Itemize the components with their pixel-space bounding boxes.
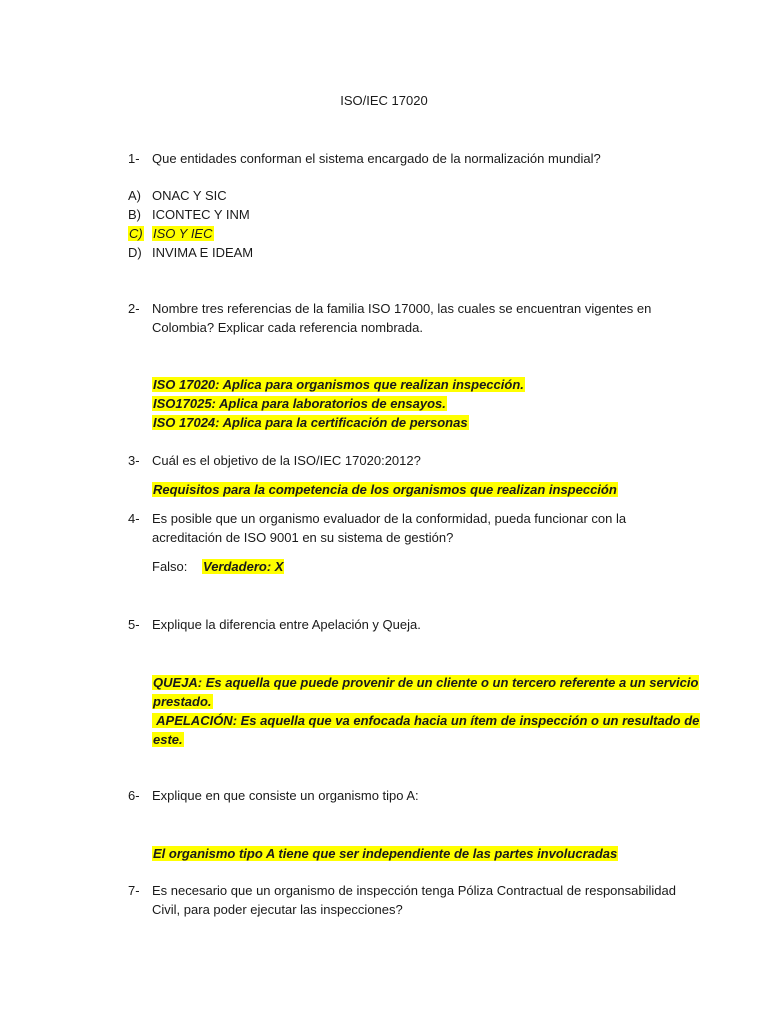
- option-text-c-highlight: ISO Y IEC: [153, 226, 213, 241]
- answer-3-highlight: Requisitos para la competencia de los organismos que realizan inspección: [153, 482, 617, 497]
- answer-5-line1: [152, 674, 699, 692]
- answer-2-line1: [152, 376, 525, 394]
- answer-5-highlight-3: APELACIÓN: Es aquella que va enfocada hacia un ítem de inspección o un resultado de: [153, 713, 700, 728]
- question-number-1: 1-: [128, 151, 140, 166]
- option-letter-b: B): [128, 207, 141, 222]
- answer-3: [152, 481, 618, 499]
- question-text-6: Explique en que consiste un organismo tipo A:: [152, 788, 419, 803]
- question-text-4-line1: Es posible que un organismo evaluador de la conformidad, pueda funcionar con la: [152, 511, 627, 526]
- answer-5-line2: [152, 693, 213, 711]
- question-number-2: 2-: [128, 301, 140, 316]
- question-number-7: 7-: [128, 883, 140, 898]
- option-letter-c-highlight: C): [129, 226, 143, 241]
- question-text-7-line2: Civil, para poder ejecutar las inspecciones?: [152, 902, 403, 917]
- answer-5-line4: [152, 731, 184, 749]
- question-text-5: Explique la diferencia entre Apelación y Queja.: [152, 617, 421, 632]
- option-letter-a: A): [128, 188, 141, 203]
- option-letter-c: [128, 225, 144, 243]
- answer-5-highlight-4: este.: [153, 732, 183, 747]
- question-text-4-line2: acreditación de ISO 9001 en su sistema de gestión?: [152, 530, 454, 545]
- question-text-1: Que entidades conforman el sistema encargado de la normalización mundial?: [152, 151, 601, 166]
- answer-2-line2: [152, 395, 447, 413]
- question-text-2-line1: Nombre tres referencias de la familia ISO 17000, las cuales se encuentran vigentes en: [152, 301, 652, 316]
- page-title: ISO/IEC 17020: [340, 93, 428, 108]
- answer-5-highlight-1: QUEJA: Es aquella que puede provenir de un cliente o un tercero referente a un servicio: [153, 675, 699, 690]
- option-letter-d: D): [128, 245, 142, 260]
- answer-4-true-highlight: Verdadero: X: [203, 559, 284, 574]
- answer-5-highlight-2: prestado.: [153, 694, 212, 709]
- answer-4-false-label: Falso:: [152, 559, 188, 574]
- question-number-3: 3-: [128, 453, 140, 468]
- question-text-3: Cuál es el objetivo de la ISO/IEC 17020:2012?: [152, 453, 421, 468]
- option-text-d: INVIMA E IDEAM: [152, 245, 254, 260]
- answer-5-line3: [152, 712, 700, 730]
- answer-2-line3: [152, 414, 469, 432]
- option-text-b: ICONTEC Y INM: [152, 207, 250, 222]
- question-number-6: 6-: [128, 788, 140, 803]
- question-text-2-line2: Colombia? Explicar cada referencia nombrada.: [152, 320, 423, 335]
- answer-6-highlight: El organismo tipo A tiene que ser independiente de las partes involucradas: [153, 846, 618, 861]
- question-number-5: 5-: [128, 617, 140, 632]
- question-number-4: 4-: [128, 511, 140, 526]
- answer-2-highlight-1: ISO 17020: Aplica para organismos que realizan inspección.: [153, 377, 524, 392]
- answer-4-true-label: [202, 558, 284, 576]
- option-text-c: [152, 225, 214, 243]
- answer-2-highlight-3: ISO 17024: Aplica para la certificación de personas: [153, 415, 468, 430]
- question-text-7-line1: Es necesario que un organismo de inspección tenga Póliza Contractual de responsabilidad: [152, 883, 676, 898]
- option-text-a: ONAC Y SIC: [152, 188, 227, 203]
- answer-6: [152, 845, 618, 863]
- answer-2-highlight-2: ISO17025: Aplica para laboratorios de ensayos.: [153, 396, 446, 411]
